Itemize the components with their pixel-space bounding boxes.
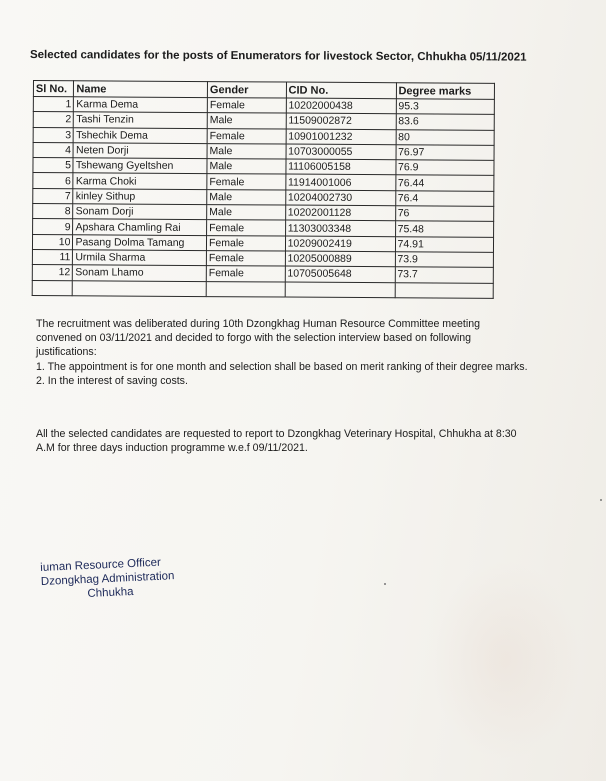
signature-stamp	[40, 555, 175, 603]
cell-sl-no: 9	[33, 219, 74, 235]
cell-name: Karma Dema	[74, 97, 208, 113]
table-empty-row	[32, 280, 493, 298]
cell-degree-marks: 74.91	[395, 236, 494, 252]
cell-degree-marks: 76.44	[395, 175, 494, 191]
cell-sl-no: 5	[33, 158, 74, 174]
paragraph-line: convened on 03/11/2021 and decided to forgo with the selection interview based on following	[36, 332, 472, 345]
cell-degree-marks: 76.4	[395, 190, 494, 206]
cell-empty	[73, 280, 207, 296]
cell-degree-marks: 80	[396, 129, 495, 145]
cell-empty	[285, 282, 395, 298]
paper-speck	[600, 499, 602, 501]
paragraph-line: The recruitment was deliberated during 10th Dzongkhag Human Resource Committee meeting	[36, 318, 480, 330]
recruitment-justification-paragraph	[36, 317, 528, 388]
document-title: Selected candidates for the posts of Enumerators for livestock Sector, Chhukha 05/11/2021	[29, 49, 527, 64]
cell-degree-marks: 73.9	[395, 252, 494, 268]
cell-sl-no: 8	[33, 204, 74, 220]
paragraph-line: All the selected candidates are requested to report to Dzongkhag Veterinary Hospital, Chhukha at 8:30	[36, 428, 517, 440]
cell-sl-no: 11	[32, 249, 73, 265]
cell-gender: Female	[207, 174, 286, 190]
cell-name: Karma Choki	[73, 173, 207, 189]
cell-gender: Male	[207, 113, 286, 129]
cell-gender: Male	[207, 143, 286, 159]
cell-name: Pasang Dolma Tamang	[73, 234, 207, 250]
cell-name: Neten Dorji	[73, 143, 207, 159]
cell-sl-no: 3	[33, 127, 74, 143]
cell-cid-no: 11509002872	[286, 113, 396, 129]
reporting-instructions-paragraph	[36, 427, 517, 455]
header-gender: Gender	[207, 82, 286, 98]
cell-name: Tshewang Gyeltshen	[73, 158, 207, 174]
cell-degree-marks: 76.97	[396, 145, 495, 161]
cell-gender: Male	[207, 159, 286, 175]
cell-name: Sonam Dorji	[73, 204, 207, 220]
cell-cid-no: 10703000055	[286, 144, 396, 160]
cell-degree-marks: 95.3	[396, 99, 495, 115]
header-cid-no: CID No.	[286, 82, 396, 99]
cell-cid-no: 11303003348	[285, 220, 395, 236]
cell-cid-no: 10202000438	[286, 98, 396, 114]
cell-sl-no: 12	[32, 265, 73, 281]
cell-sl-no: 2	[33, 112, 74, 128]
cell-sl-no: 6	[33, 173, 74, 189]
paragraph-line: 2. In the interest of saving costs.	[36, 374, 188, 387]
header-name: Name	[74, 81, 208, 98]
cell-degree-marks: 73.7	[395, 267, 494, 283]
cell-name: Apshara Chamling Rai	[73, 219, 207, 235]
cell-cid-no: 10202001128	[285, 205, 395, 221]
signature-line-location: Chhukha	[87, 585, 134, 600]
cell-sl-no: 1	[33, 97, 74, 113]
cell-empty	[395, 282, 494, 298]
cell-cid-no: 10204002730	[285, 190, 395, 206]
paragraph-line: A.M for three days induction programme w.e.f 09/11/2021.	[36, 442, 308, 455]
candidates-table	[32, 80, 495, 299]
signature-line-office: Dzongkhag Administration	[40, 570, 175, 588]
cell-empty	[206, 281, 285, 297]
cell-degree-marks: 83.6	[396, 114, 495, 130]
cell-empty	[32, 280, 73, 296]
cell-cid-no: 10901001232	[286, 129, 396, 145]
cell-gender: Female	[206, 235, 285, 251]
cell-cid-no: 10205000889	[285, 251, 395, 267]
cell-cid-no: 11914001006	[285, 175, 395, 191]
cell-name: Tashi Tenzin	[74, 112, 208, 128]
paper-stain	[430, 560, 580, 760]
header-degree-marks: Degree marks	[396, 83, 495, 100]
cell-name: Tshechik Dema	[74, 127, 208, 143]
cell-name: kinley Sithup	[73, 189, 207, 205]
cell-sl-no: 4	[33, 142, 74, 158]
paragraph-line: 1. The appointment is for one month and selection shall be based on merit ranking of their degree marks.	[36, 360, 528, 373]
cell-gender: Female	[207, 128, 286, 144]
cell-degree-marks: 75.48	[395, 221, 494, 237]
header-sl-no: Sl No.	[33, 81, 74, 97]
cell-sl-no: 10	[32, 234, 73, 250]
cell-name: Urmila Sharma	[73, 250, 207, 266]
cell-gender: Female	[207, 98, 286, 114]
cell-name: Sonam Lhamo	[73, 265, 207, 281]
cell-cid-no: 10705005648	[285, 266, 395, 282]
cell-degree-marks: 76.9	[395, 160, 494, 176]
paragraph-line: justifications:	[36, 346, 97, 359]
signature-line-title: iuman Resource Officer	[40, 556, 162, 574]
cell-sl-no: 7	[33, 188, 74, 204]
cell-gender: Male	[207, 189, 286, 205]
cell-gender: Male	[207, 205, 286, 221]
cell-degree-marks: 76	[395, 206, 494, 222]
cell-gender: Female	[206, 266, 285, 282]
cell-gender: Female	[207, 220, 286, 236]
cell-gender: Female	[206, 251, 285, 267]
cell-cid-no: 11106005158	[286, 159, 396, 175]
paper-speck	[384, 583, 386, 585]
cell-cid-no: 10209002419	[285, 236, 395, 252]
